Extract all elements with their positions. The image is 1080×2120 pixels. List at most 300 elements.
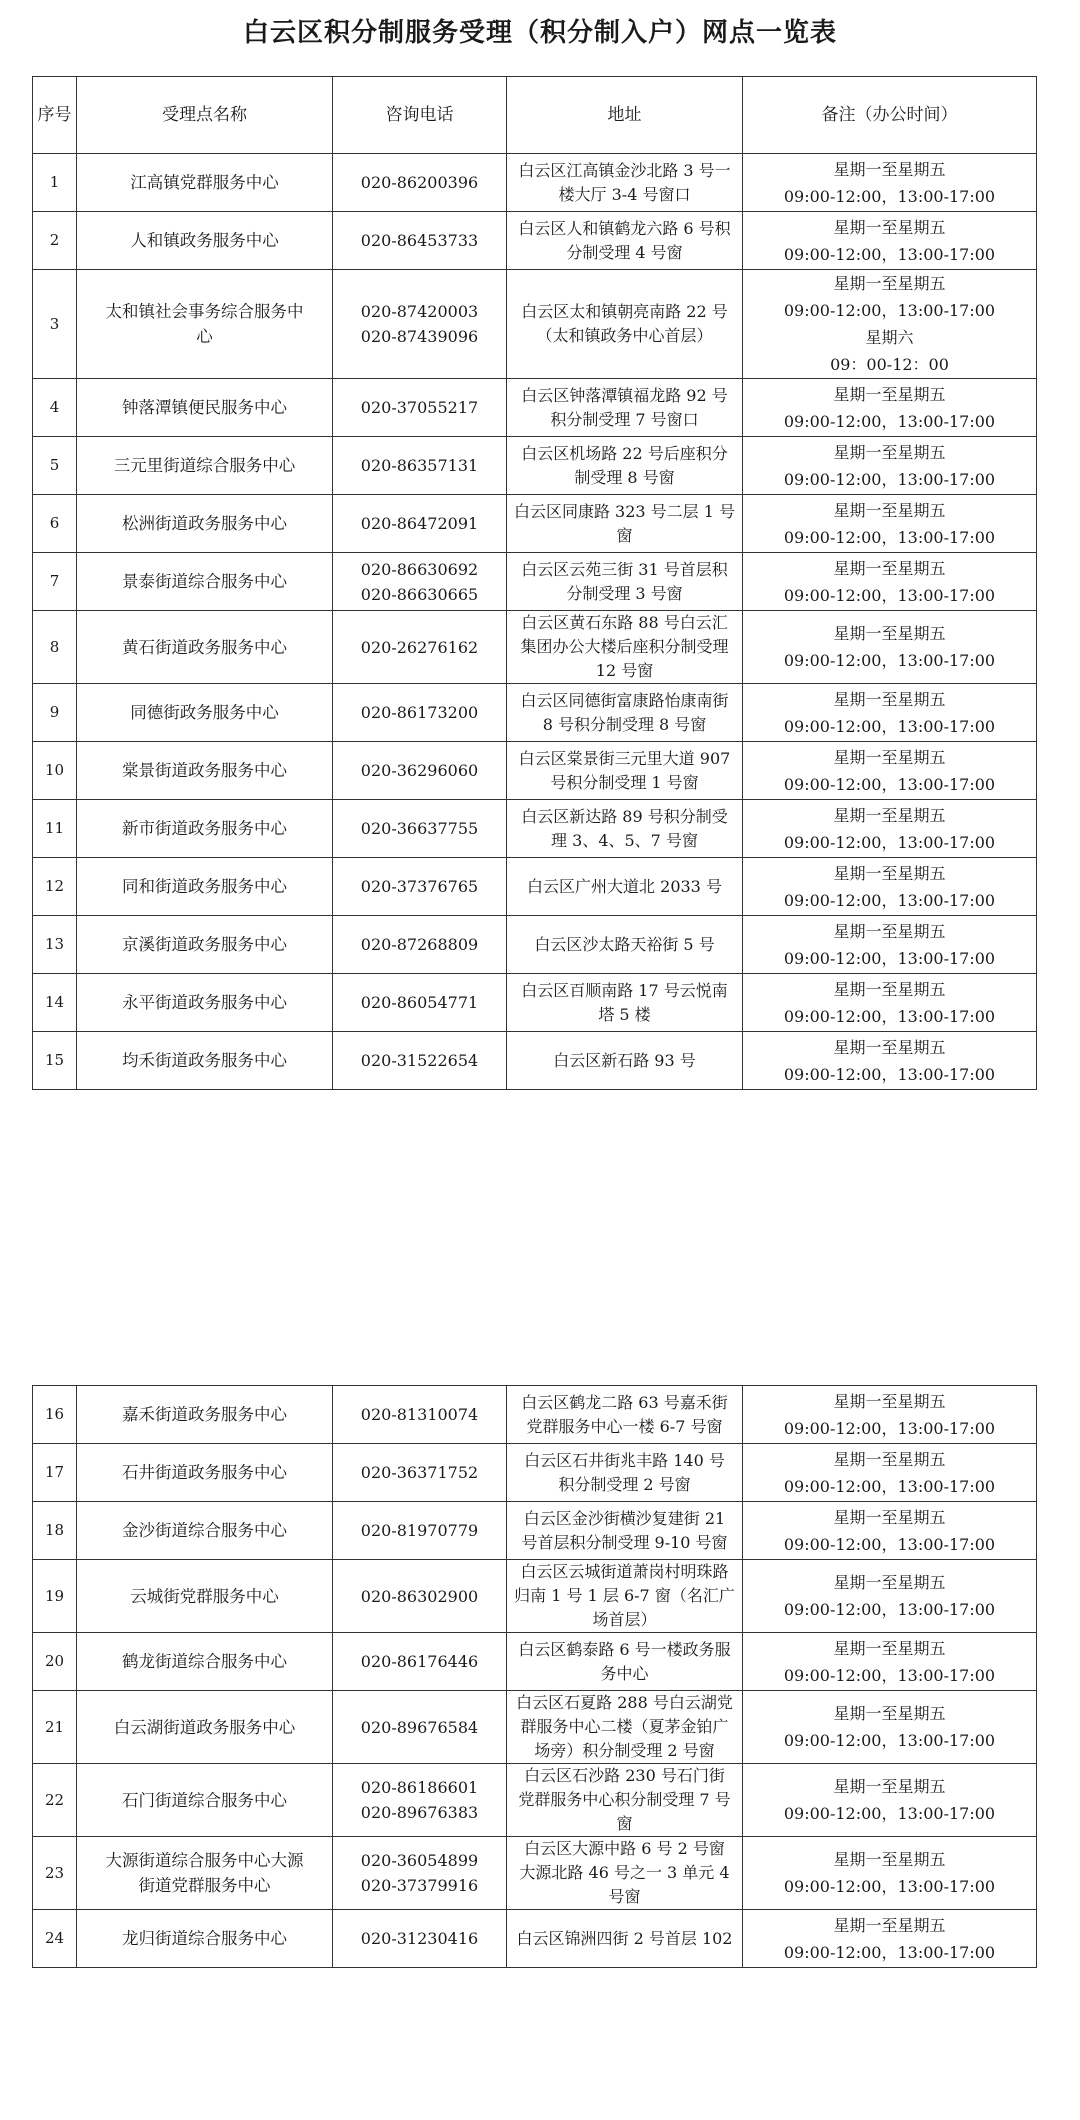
office-hours-line: 09:00-12:00，13:00-17:00 bbox=[783, 585, 996, 605]
office-hours-line: 09:00-12:00，13:00-17:00 bbox=[783, 186, 996, 206]
table-row bbox=[33, 800, 1037, 858]
address-cell bbox=[507, 379, 743, 437]
phone-cell bbox=[333, 1691, 507, 1764]
outlet-name-line: 新市街道政务服务中心 bbox=[122, 819, 287, 838]
address-line: 党群服务中心一楼 6-7 号窗 bbox=[526, 1416, 723, 1436]
address-line: 号首层积分制受理 9-10 号窗 bbox=[521, 1532, 728, 1552]
table-row bbox=[33, 437, 1037, 495]
address-line: 白云区同康路 323 号二层 1 号 bbox=[513, 501, 736, 521]
phone-number: 020-86630665 bbox=[360, 584, 479, 604]
office-hours-line: 09:00-12:00，13:00-17:00 bbox=[783, 527, 996, 547]
address-line: 制受理 8 号窗 bbox=[574, 467, 675, 487]
phone-cell bbox=[333, 684, 507, 742]
outlet-table-part-1 bbox=[32, 76, 1037, 1090]
row-number: 5 bbox=[33, 437, 77, 495]
address-line: 楼大厅 3-4 号窗口 bbox=[558, 184, 691, 204]
outlet-name-line: 同和街道政务服务中心 bbox=[122, 877, 287, 896]
outlet-name-line: 太和镇社会事务综合服务中 bbox=[105, 302, 304, 321]
outlet-name-cell bbox=[77, 1032, 333, 1090]
row-number: 12 bbox=[33, 858, 77, 916]
address-line: 白云区大源中路 6 号 2 号窗 bbox=[524, 1839, 725, 1858]
address-line: 场首层） bbox=[592, 1610, 657, 1629]
office-hours-line: 星期一至星期五 bbox=[833, 384, 946, 404]
address-line: 白云区江高镇金沙北路 3 号一 bbox=[518, 160, 731, 180]
outlet-name-line: 白云湖街道政务服务中心 bbox=[113, 1717, 296, 1737]
outlet-name-line: 京溪街道政务服务中心 bbox=[122, 935, 287, 954]
office-hours-line: 09:00-12:00，13:00-17:00 bbox=[783, 1877, 996, 1896]
office-hours-cell bbox=[743, 1386, 1037, 1444]
office-hours-line: 09:00-12:00，13:00-17:00 bbox=[783, 411, 996, 431]
address-line: 白云区广州大道北 2033 号 bbox=[527, 876, 722, 896]
address-line: 白云区云苑三街 31 号首层积 bbox=[521, 559, 728, 579]
phone-number: 020-87420003 bbox=[360, 302, 479, 321]
phone-cell bbox=[333, 1910, 507, 1968]
address-cell bbox=[507, 1386, 743, 1444]
phone-number: 020-37379916 bbox=[360, 1876, 479, 1895]
office-hours-cell bbox=[743, 1764, 1037, 1837]
table-row bbox=[33, 553, 1037, 611]
phone-number: 020-87439096 bbox=[360, 327, 479, 346]
address-cell bbox=[507, 437, 743, 495]
address-line: 积分制受理 2 号窗 bbox=[558, 1474, 691, 1494]
office-hours-line: 星期一至星期五 bbox=[833, 624, 946, 643]
office-hours-line: 09:00-12:00，13:00-17:00 bbox=[783, 469, 996, 489]
outlet-name-cell bbox=[77, 154, 333, 212]
table-row bbox=[33, 974, 1037, 1032]
outlet-name-cell bbox=[77, 379, 333, 437]
office-hours-cell bbox=[743, 437, 1037, 495]
row-number: 18 bbox=[33, 1502, 77, 1560]
phone-number: 020-37376765 bbox=[360, 877, 479, 896]
address-line: 场旁）积分制受理 2 号窗 bbox=[534, 1741, 715, 1760]
row-number: 8 bbox=[33, 611, 77, 684]
outlet-name-line: 嘉禾街道政务服务中心 bbox=[122, 1405, 287, 1424]
address-line: 大源北路 46 号之一 3 单元 4 bbox=[519, 1863, 730, 1882]
outlet-name-line: 棠景街道政务服务中心 bbox=[122, 761, 287, 780]
office-hours-line: 09:00-12:00，13:00-17:00 bbox=[783, 244, 996, 264]
address-cell bbox=[507, 916, 743, 974]
address-line: 白云区百顺南路 17 号云悦南 bbox=[521, 980, 728, 1000]
table-row bbox=[33, 611, 1037, 684]
row-number: 23 bbox=[33, 1837, 77, 1910]
office-hours-cell bbox=[743, 974, 1037, 1032]
address-cell bbox=[507, 800, 743, 858]
office-hours-line: 09:00-12:00，13:00-17:00 bbox=[783, 1942, 996, 1962]
phone-cell bbox=[333, 1444, 507, 1502]
office-hours-line: 星期一至星期五 bbox=[833, 1777, 946, 1796]
phone-cell bbox=[333, 495, 507, 553]
outlet-name-cell bbox=[77, 270, 333, 379]
address-line: 8 号积分制受理 8 号窗 bbox=[542, 714, 707, 734]
address-line: 号积分制受理 1 号窗 bbox=[550, 772, 699, 792]
table-row bbox=[33, 1386, 1037, 1444]
outlet-name-cell bbox=[77, 916, 333, 974]
phone-cell bbox=[333, 553, 507, 611]
address-cell bbox=[507, 1633, 743, 1691]
phone-cell bbox=[333, 1032, 507, 1090]
phone-cell bbox=[333, 379, 507, 437]
phone-number: 020-86200396 bbox=[360, 173, 479, 192]
outlet-table-part-2 bbox=[32, 1385, 1037, 1968]
address-line: 群服务中心二楼（夏茅金铂广 bbox=[520, 1717, 729, 1736]
address-line: 分制受理 3 号窗 bbox=[566, 583, 683, 603]
table-row bbox=[33, 858, 1037, 916]
phone-number: 020-81970779 bbox=[360, 1521, 479, 1540]
address-line: 白云区钟落潭镇福龙路 92 号 bbox=[521, 385, 728, 405]
address-cell bbox=[507, 611, 743, 684]
row-number: 7 bbox=[33, 553, 77, 611]
phone-cell bbox=[333, 1764, 507, 1837]
phone-number: 020-86357131 bbox=[360, 456, 479, 475]
row-number: 11 bbox=[33, 800, 77, 858]
table-row bbox=[33, 1910, 1037, 1968]
office-hours-line: 09:00-12:00，13:00-17:00 bbox=[783, 890, 996, 910]
outlet-name-cell bbox=[77, 1633, 333, 1691]
row-number: 21 bbox=[33, 1691, 77, 1764]
outlet-name-cell bbox=[77, 212, 333, 270]
phone-number: 020-86630692 bbox=[360, 559, 479, 579]
outlet-name-line: 永平街道政务服务中心 bbox=[122, 993, 287, 1012]
office-hours-line: 09:00-12:00，13:00-17:00 bbox=[783, 832, 996, 852]
header-address: 地址 bbox=[507, 77, 743, 154]
outlet-name-cell bbox=[77, 495, 333, 553]
outlet-name-line: 均禾街道政务服务中心 bbox=[122, 1051, 287, 1070]
outlet-name-line: 龙归街道综合服务中心 bbox=[122, 1929, 287, 1948]
address-line: 分制受理 4 号窗 bbox=[566, 242, 683, 262]
table-row bbox=[33, 495, 1037, 553]
address-line: 白云区新石路 93 号 bbox=[553, 1050, 696, 1070]
table-header-row bbox=[33, 77, 1037, 154]
office-hours-cell bbox=[743, 684, 1037, 742]
phone-number: 020-86176446 bbox=[360, 1652, 479, 1671]
address-line: （太和镇政务中心首层） bbox=[536, 326, 713, 345]
phone-cell bbox=[333, 212, 507, 270]
address-line: 白云区石夏路 288 号白云湖党 bbox=[516, 1693, 733, 1712]
table-row bbox=[33, 916, 1037, 974]
office-hours-line: 09:00-12:00，13:00-17:00 bbox=[783, 716, 996, 736]
outlet-name-line: 同德街政务服务中心 bbox=[130, 703, 279, 722]
office-hours-line: 星期一至星期五 bbox=[833, 1850, 946, 1869]
phone-cell bbox=[333, 437, 507, 495]
office-hours-line: 星期一至星期五 bbox=[833, 217, 946, 237]
phone-number: 020-37055217 bbox=[360, 398, 479, 417]
table-row bbox=[33, 270, 1037, 379]
row-number: 16 bbox=[33, 1386, 77, 1444]
office-hours-line: 09:00-12:00，13:00-17:00 bbox=[783, 651, 996, 670]
address-line: 党群服务中心积分制受理 7 号 bbox=[518, 1790, 731, 1809]
outlet-name-cell bbox=[77, 742, 333, 800]
row-number: 20 bbox=[33, 1633, 77, 1691]
office-hours-line: 星期一至星期五 bbox=[833, 863, 946, 883]
office-hours-cell bbox=[743, 1691, 1037, 1764]
address-line: 白云区云城街道萧岗村明珠路 bbox=[520, 1562, 729, 1581]
outlet-name-line: 石门街道综合服务中心 bbox=[122, 1790, 287, 1810]
address-line: 白云区鹤泰路 6 号一楼政务服 bbox=[518, 1639, 731, 1659]
office-hours-line: 09:00-12:00，13:00-17:00 bbox=[783, 774, 996, 794]
office-hours-cell bbox=[743, 1502, 1037, 1560]
phone-cell bbox=[333, 1560, 507, 1633]
address-line: 理 3、4、5、7 号窗 bbox=[551, 830, 698, 850]
outlet-name-cell bbox=[77, 858, 333, 916]
row-number: 2 bbox=[33, 212, 77, 270]
row-number: 13 bbox=[33, 916, 77, 974]
office-hours-line: 星期一至星期五 bbox=[833, 159, 946, 179]
address-line: 白云区新达路 89 号积分制受 bbox=[521, 806, 728, 826]
phone-cell bbox=[333, 916, 507, 974]
office-hours-cell bbox=[743, 212, 1037, 270]
phone-number: 020-36371752 bbox=[360, 1463, 479, 1482]
phone-cell bbox=[333, 270, 507, 379]
phone-number: 020-36054899 bbox=[360, 1851, 479, 1870]
office-hours-line: 09:00-12:00，13:00-17:00 bbox=[783, 1731, 996, 1750]
outlet-name-cell bbox=[77, 1444, 333, 1502]
office-hours-line: 09:00-12:00，13:00-17:00 bbox=[783, 1476, 996, 1496]
table-row bbox=[33, 1633, 1037, 1691]
phone-number: 020-36296060 bbox=[360, 761, 479, 780]
row-number: 4 bbox=[33, 379, 77, 437]
phone-number: 020-26276162 bbox=[360, 637, 479, 657]
office-hours-line: 星期一至星期五 bbox=[833, 747, 946, 767]
address-cell bbox=[507, 1032, 743, 1090]
address-line: 白云区黄石东路 88 号白云汇 bbox=[521, 613, 728, 632]
row-number: 17 bbox=[33, 1444, 77, 1502]
address-line: 白云区沙太路天裕街 5 号 bbox=[534, 934, 715, 954]
office-hours-line: 星期一至星期五 bbox=[833, 274, 946, 293]
outlet-name-line: 街道党群服务中心 bbox=[138, 1876, 271, 1895]
outlet-name-line: 大源街道综合服务中心大源 bbox=[105, 1851, 304, 1870]
row-number: 6 bbox=[33, 495, 77, 553]
address-cell bbox=[507, 1691, 743, 1764]
page-title: 白云区积分制服务受理（积分制入户）网点一览表 bbox=[242, 18, 837, 48]
address-line: 集团办公大楼后座积分制受理 bbox=[520, 637, 729, 656]
office-hours-line: 09:00-12:00，13:00-17:00 bbox=[783, 1600, 996, 1619]
office-hours-cell bbox=[743, 1633, 1037, 1691]
address-line: 白云区棠景街三元里大道 907 bbox=[518, 748, 731, 768]
phone-number: 020-86054771 bbox=[360, 993, 479, 1012]
phone-number: 020-86302900 bbox=[360, 1586, 479, 1606]
phone-cell bbox=[333, 974, 507, 1032]
outlet-name-cell bbox=[77, 1691, 333, 1764]
outlet-name-line: 鹤龙街道综合服务中心 bbox=[122, 1652, 287, 1671]
address-cell bbox=[507, 1502, 743, 1560]
address-cell bbox=[507, 553, 743, 611]
office-hours-line: 09:00-12:00，13:00-17:00 bbox=[783, 948, 996, 968]
phone-cell bbox=[333, 858, 507, 916]
header-no: 序号 bbox=[33, 77, 77, 154]
address-line: 务中心 bbox=[600, 1663, 649, 1683]
phone-cell bbox=[333, 1386, 507, 1444]
table-row bbox=[33, 1764, 1037, 1837]
outlet-name-line: 钟落潭镇便民服务中心 bbox=[122, 398, 287, 417]
address-line: 白云区同德街富康路怡康南街 bbox=[520, 690, 729, 710]
outlet-name-cell bbox=[77, 1764, 333, 1837]
outlet-name-cell bbox=[77, 684, 333, 742]
row-number: 1 bbox=[33, 154, 77, 212]
table-row bbox=[33, 154, 1037, 212]
office-hours-line: 星期一至星期五 bbox=[833, 1704, 946, 1723]
phone-number: 020-86472091 bbox=[360, 514, 479, 533]
outlet-name-cell bbox=[77, 800, 333, 858]
phone-cell bbox=[333, 1633, 507, 1691]
office-hours-cell bbox=[743, 1837, 1037, 1910]
office-hours-line: 09:00-12:00，13:00-17:00 bbox=[783, 1418, 996, 1438]
address-line: 白云区石沙路 230 号石门街 bbox=[524, 1766, 725, 1785]
address-line: 白云区鹤龙二路 63 号嘉禾街 bbox=[521, 1392, 728, 1412]
row-number: 19 bbox=[33, 1560, 77, 1633]
address-cell bbox=[507, 154, 743, 212]
header-phone: 咨询电话 bbox=[333, 77, 507, 154]
phone-cell bbox=[333, 742, 507, 800]
outlet-name-cell bbox=[77, 611, 333, 684]
address-line: 窗 bbox=[616, 1814, 633, 1833]
phone-number: 020-31522654 bbox=[360, 1051, 479, 1070]
address-cell bbox=[507, 684, 743, 742]
office-hours-cell bbox=[743, 742, 1037, 800]
phone-cell bbox=[333, 154, 507, 212]
outlet-name-line: 石井街道政务服务中心 bbox=[122, 1463, 287, 1482]
office-hours-line: 星期一至星期五 bbox=[833, 1915, 946, 1935]
address-cell bbox=[507, 270, 743, 379]
office-hours-line: 星期一至星期五 bbox=[833, 1573, 946, 1592]
phone-cell bbox=[333, 611, 507, 684]
phone-number: 020-31230416 bbox=[360, 1929, 479, 1948]
address-line: 塔 5 楼 bbox=[598, 1004, 651, 1024]
outlet-name-line: 金沙街道综合服务中心 bbox=[122, 1521, 287, 1540]
outlet-name-line: 云城街党群服务中心 bbox=[130, 1586, 279, 1606]
office-hours-line: 09:00-12:00，13:00-17:00 bbox=[783, 1064, 996, 1084]
address-cell bbox=[507, 1560, 743, 1633]
phone-cell bbox=[333, 1502, 507, 1560]
office-hours-cell bbox=[743, 270, 1037, 379]
outlet-name-cell bbox=[77, 1837, 333, 1910]
table-row bbox=[33, 1502, 1037, 1560]
office-hours-cell bbox=[743, 858, 1037, 916]
office-hours-line: 星期一至星期五 bbox=[833, 1638, 946, 1658]
phone-number: 020-36637755 bbox=[360, 819, 479, 838]
table-row bbox=[33, 684, 1037, 742]
table-row bbox=[33, 742, 1037, 800]
outlet-name-cell bbox=[77, 1560, 333, 1633]
phone-number: 020-89676383 bbox=[360, 1803, 479, 1822]
office-hours-line: 星期一至星期五 bbox=[833, 1037, 946, 1057]
row-number: 3 bbox=[33, 270, 77, 379]
office-hours-cell bbox=[743, 553, 1037, 611]
outlet-name-cell bbox=[77, 1502, 333, 1560]
phone-cell bbox=[333, 1837, 507, 1910]
office-hours-line: 星期一至星期五 bbox=[833, 442, 946, 462]
outlet-name-cell bbox=[77, 1910, 333, 1968]
address-cell bbox=[507, 212, 743, 270]
outlet-name-cell bbox=[77, 553, 333, 611]
address-line: 白云区锦洲四街 2 号首层 102 bbox=[516, 1928, 733, 1948]
address-cell bbox=[507, 974, 743, 1032]
office-hours-line: 09:00-12:00，13:00-17:00 bbox=[783, 301, 996, 320]
office-hours-cell bbox=[743, 611, 1037, 684]
office-hours-cell bbox=[743, 916, 1037, 974]
outlet-name-line: 松洲街道政务服务中心 bbox=[122, 514, 287, 533]
phone-cell bbox=[333, 800, 507, 858]
phone-number: 020-86186601 bbox=[360, 1778, 479, 1797]
table-row bbox=[33, 379, 1037, 437]
office-hours-line: 星期一至星期五 bbox=[833, 805, 946, 825]
table-row bbox=[33, 1691, 1037, 1764]
office-hours-cell bbox=[743, 1032, 1037, 1090]
address-line: 窗 bbox=[616, 525, 633, 545]
office-hours-line: 09:00-12:00，13:00-17:00 bbox=[783, 1665, 996, 1685]
office-hours-cell bbox=[743, 1560, 1037, 1633]
address-cell bbox=[507, 495, 743, 553]
office-hours-cell bbox=[743, 379, 1037, 437]
address-line: 白云区金沙街横沙复建街 21 bbox=[523, 1508, 726, 1528]
table-row bbox=[33, 1837, 1037, 1910]
header-note: 备注（办公时间） bbox=[743, 77, 1037, 154]
address-line: 白云区人和镇鹤龙六路 6 号积 bbox=[518, 218, 731, 238]
office-hours-line: 09：00-12：00 bbox=[830, 355, 949, 374]
address-cell bbox=[507, 1444, 743, 1502]
address-line: 白云区太和镇朝亮南路 22 号 bbox=[521, 302, 728, 321]
address-line: 白云区石井街兆丰路 140 号 bbox=[524, 1450, 725, 1470]
office-hours-line: 09:00-12:00，13:00-17:00 bbox=[783, 1006, 996, 1026]
phone-number: 020-86173200 bbox=[360, 703, 479, 722]
table-row bbox=[33, 1560, 1037, 1633]
phone-number: 020-89676584 bbox=[360, 1717, 479, 1737]
address-line: 归南 1 号 1 层 6-7 窗（名汇广 bbox=[514, 1586, 735, 1605]
address-cell bbox=[507, 742, 743, 800]
office-hours-line: 星期一至星期五 bbox=[833, 689, 946, 709]
address-line: 积分制受理 7 号窗口 bbox=[550, 409, 699, 429]
outlet-name-line: 三元里街道综合服务中心 bbox=[113, 456, 296, 475]
outlet-name-cell bbox=[77, 437, 333, 495]
phone-number: 020-81310074 bbox=[360, 1405, 479, 1424]
outlet-name-line: 心 bbox=[196, 327, 213, 346]
row-number: 14 bbox=[33, 974, 77, 1032]
table-row bbox=[33, 212, 1037, 270]
outlet-name-cell bbox=[77, 1386, 333, 1444]
office-hours-cell bbox=[743, 495, 1037, 553]
outlet-name-line: 江高镇党群服务中心 bbox=[130, 173, 279, 192]
office-hours-cell bbox=[743, 1910, 1037, 1968]
row-number: 9 bbox=[33, 684, 77, 742]
row-number: 10 bbox=[33, 742, 77, 800]
office-hours-line: 星期一至星期五 bbox=[833, 500, 946, 520]
address-line: 白云区机场路 22 号后座积分 bbox=[521, 443, 728, 463]
office-hours-line: 09:00-12:00，13:00-17:00 bbox=[783, 1534, 996, 1554]
row-number: 22 bbox=[33, 1764, 77, 1837]
address-cell bbox=[507, 1764, 743, 1837]
outlet-name-line: 人和镇政务服务中心 bbox=[130, 231, 279, 250]
office-hours-line: 星期一至星期五 bbox=[833, 1507, 946, 1527]
office-hours-cell bbox=[743, 1444, 1037, 1502]
address-line: 号窗 bbox=[608, 1887, 641, 1906]
office-hours-line: 星期一至星期五 bbox=[833, 921, 946, 941]
address-cell bbox=[507, 1837, 743, 1910]
office-hours-line: 星期六 bbox=[865, 328, 914, 347]
table-row bbox=[33, 1032, 1037, 1090]
office-hours-line: 09:00-12:00，13:00-17:00 bbox=[783, 1804, 996, 1823]
header-name: 受理点名称 bbox=[77, 77, 333, 154]
outlet-name-cell bbox=[77, 974, 333, 1032]
row-number: 15 bbox=[33, 1032, 77, 1090]
address-cell bbox=[507, 858, 743, 916]
office-hours-line: 星期一至星期五 bbox=[833, 1391, 946, 1411]
row-number: 24 bbox=[33, 1910, 77, 1968]
office-hours-line: 星期一至星期五 bbox=[833, 558, 946, 578]
office-hours-line: 星期一至星期五 bbox=[833, 979, 946, 999]
outlet-name-line: 景泰街道综合服务中心 bbox=[122, 572, 287, 591]
table-row bbox=[33, 1444, 1037, 1502]
phone-number: 020-87268809 bbox=[360, 935, 479, 954]
office-hours-cell bbox=[743, 800, 1037, 858]
